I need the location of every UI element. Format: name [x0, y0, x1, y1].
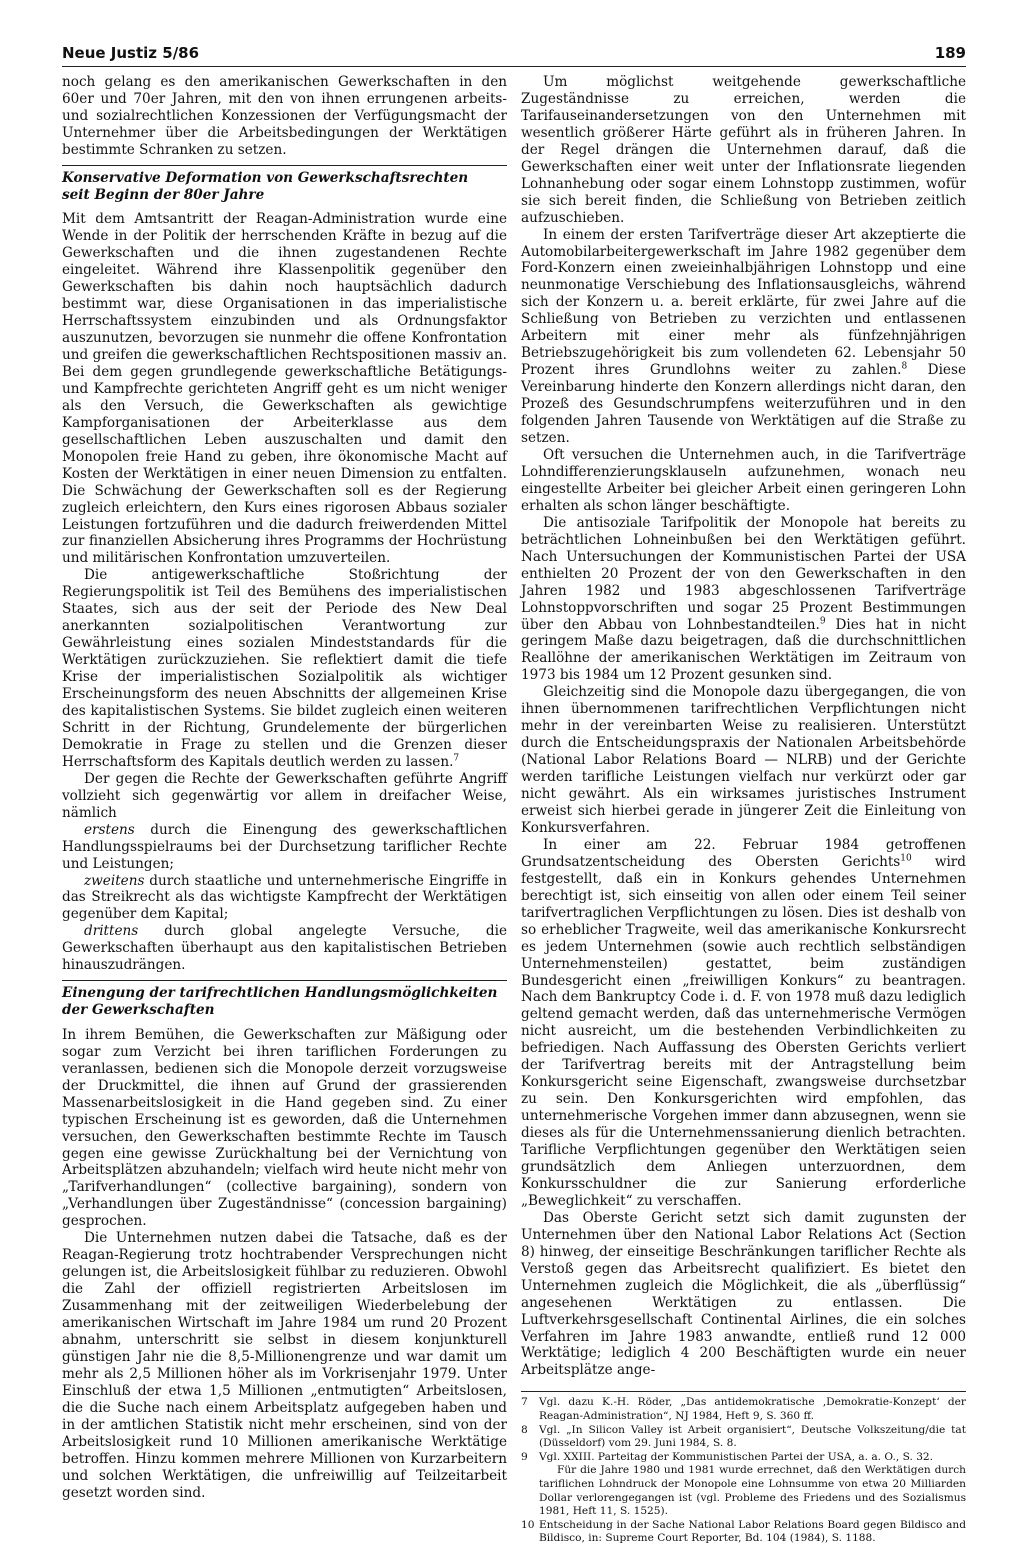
section-heading-line: der Gewerkschaften: [62, 1002, 215, 1019]
enumeration-word: zweitens: [84, 872, 145, 889]
section-heading: [62, 170, 507, 204]
paragraph: Oft versuchen die Unternehmen auch, in die Tarifverträge Lohndifferenzierungsklauseln aufzunehmen, wonach neu eingestellte Arbeiter bei gleicher Arbeit einen geringeren Lohn erhalten als schon länger beschäftigte.: [521, 446, 966, 514]
paragraph-text: In einem der ersten Tarifverträge dieser Art akzeptierte die Automobilarbeitergewerkschaft im Jahre 1982 gegenüber dem Ford-Konzern einen zweieinhalbjährigen Lohnstopp und eine neunmonatige Verschiebung des Inflationsausgleichs, während sich der Konzern u. a. bereit erklärte, für zwei Jahre auf die Schließung von Betrieben zu verzichten und entlassenen Arbeitern mit einer mehr als fünfzehnjährigen Betriebszugehörigkeit bis zum vollendeten 62. Lebensjahr 50 Prozent ihres Grundlohns weiter zu zahlen.: [521, 226, 966, 379]
footnote-number: 8: [521, 1423, 528, 1436]
paragraph: [521, 837, 966, 1210]
left-column: [62, 74, 507, 1502]
footnote-text: Vgl. dazu K.-H. Röder, „Das antidemokratische ‚Demokratie-Konzept‘ der Reagan-Administration“, NJ 1984, Heft 9, S. 360 ff.: [539, 1396, 966, 1422]
right-column: [521, 74, 966, 1546]
enumeration-word: erstens: [84, 821, 135, 838]
paragraph: In ihrem Bemühen, die Gewerkschaften zur Mäßigung oder sogar zum Verzicht bei ihren tariflichen Forderungen zu veranlassen, bedienen sich die Monopole derzeit vorzugsweise der Druckmittel, die ihnen auf Grund der grassierenden Massenarbeitslosigkeit in die Hand gegeben sind. Zu einer typischen Erscheinung ist es geworden, daß die Unternehmen versuchen, den Gewerkschaften bestimmte Rechte im Tausch gegen eine gewisse Zurückhaltung bei der Vernichtung von Arbeitsplätzen abzuhandeln; vielfach wird heute nicht mehr von „Tarifverhandlungen“ (collective bargaining), sondern von „Verhandlungen über Zugeständnisse“ (concession bargaining) gesprochen.: [62, 1026, 507, 1230]
journal-title: Neue Justiz 5/86: [62, 44, 200, 62]
paragraph: noch gelang es den amerikanischen Gewerkschaften in den 60er und 70er Jahren, mit den von ihnen errungenen arbeits- und sozialrechtlichen Konzessionen der Verfügungsmacht der Unternehmer über die Arbeitsbedingungen der Werktätigen bestimmte Schranken zu setzen.: [62, 74, 507, 158]
paragraph: [521, 515, 966, 685]
paragraph-text: Die antisoziale Tarifpolitik der Monopole hat bereits zu beträchtlichen Lohneinbußen bei den Werktätigen geführt. Nach Untersuchungen der Kommunistischen Partei der USA enthielten 20 Prozent der von den Gewerkschaften in den Jahren 1982 und 1983 abgeschlossenen Tarifverträge Lohnstoppvorschriften und sogar 25 Prozent Bestimmungen über den Abbau von Lohnbestandteilen.: [521, 514, 966, 633]
footnote-text: Vgl. „In Silicon Valley ist Arbeit organisiert“, Deutsche Volkszeitung/die tat (Düsseldorf) vom 29. Juni 1984, S. 8.: [539, 1423, 966, 1450]
paragraph-text: Dies hat in nicht geringem Maße dazu beigetragen, daß die durchschnittlichen Reallöhne der amerikanischen Werktätigen im Zeitraum von 1973 bis 1984 um 12 Prozent gesunken sind.: [521, 616, 966, 684]
section-heading-line: Konservative Deformation von Gewerkschaftsrechten: [62, 169, 469, 186]
paragraph: Um möglichst weitgehende gewerkschaftliche Zugeständnisse zu erreichen, werden die Tarifauseinandersetzungen von den Unternehmen mit wesentlich größerer Härte geführt als in früheren Jahren. In der Regel drängen die Unternehmen darauf, daß die Gewerkschaften einer weit unter der Inflationsrate liegenden Lohnanhebung oder sogar einem Lohnstopp zustimmen, wofür sie sich bereit finden, die Schließung von Betrieben zeitlich aufzuschieben.: [521, 74, 966, 226]
footnote: [521, 1451, 966, 1465]
section-divider: [62, 980, 507, 981]
footnote: [521, 1424, 966, 1451]
page-header: [62, 44, 966, 67]
paragraph-text: In einer am 22. Februar 1984 getroffenen Grundsatzentscheidung des Obersten Gerichts: [521, 836, 966, 870]
footnote-text: Vgl. XXIII. Parteitag der Kommunistischen Partei der USA, a. a. O., S. 32.: [539, 1450, 934, 1463]
paragraph-text: Die antigewerkschaftliche Stoßrichtung der Regierungspolitik ist Teil des Bemühens des imperialistischen Staates, sich aus der seit der Periode des New Deal anerkannten sozialpolitischen Verantwortung zur Gewährleistung eines sozialen Mindeststandards für die Werktätigen zurückzuziehen. Sie reflektiert damit die tiefe Krise der imperialistischen Sozialpolitik als wichtiger Erscheinungsform des neuen Abschnitts der allgemeinen Krise des kapitalistischen Systems. Sie bildet zugleich einen weiteren Schritt in der Richtung, Grundelemente der bürgerlichen Demokratie in Frage zu stellen und die Grenzen dieser Herrschaftsform des Kapitals deutlich werden zu lassen.: [62, 567, 507, 770]
footnote: [521, 1396, 966, 1423]
paragraph: Der gegen die Rechte der Gewerkschaften geführte Angriff vollzieht sich gegenwärtig vor allem in dreifacher Weise, nämlich: [62, 770, 507, 821]
paragraph: Das Oberste Gericht setzt sich damit zugunsten der Unternehmen über den National Labor Relations Act (Section 8) hinweg, der einseitige Beschränkungen tariflicher Rechte als Verstoß gegen das Arbeitsrecht qualifiziert. Es bietet den Unternehmen zugleich die Möglichkeit, die als „überflüssig“ angesehenen Werktätigen zu entlassen. Die Luftverkehrsgesellschaft Continental Airlines, die ein solches Verfahren im Jahre 1983 anwandte, entließ rund 12 000 Werktätige; lediglich 4 200 Beschäftigten wurde ein neuer Arbeitsplätze ange-: [521, 1209, 966, 1379]
paragraph: [62, 567, 507, 770]
footnote: [521, 1519, 966, 1546]
footnote-ref: 7: [453, 753, 460, 764]
footnotes: [521, 1391, 966, 1546]
enumeration-item: [62, 923, 507, 974]
enumeration-text: durch global angelegte Versuche, die Gewerkschaften überhaupt aus den kapitalistischen Betrieben hinauszudrängen.: [62, 923, 507, 974]
paragraph: [521, 227, 966, 447]
footnote-ref: 9: [819, 615, 826, 626]
paragraph-text: wird festgestellt, daß ein in Konkurs gehendes Unternehmen berechtigt ist, sich einseitig von allen oder einem Teil seiner tarifvertraglichen Verpflichtungen zu lösen. Dies ist deshalb von so erheblicher Tragweite, weil das amerikanische Konkursrecht es jedem Unternehmen (sowie auch rechtlich selbständigen Unternehmensteilen) gestattet, beim zuständigen Bundesgericht einen „freiwilligen Konkurs“ zu beantragen. Nach dem Bankruptcy Code i. d. F. von 1978 muß dazu lediglich geltend gemacht werden, daß das unternehmerische Vermögen nicht ausreicht, um die bestehenden Verbindlichkeiten zu befriedigen. Nach Auffassung des Obersten Gerichts verliert der Tarifvertrag bereits mit der Antragstellung beim Konkursgericht seine Eigenschaft, zwangsweise durchsetzbar zu sein. Den Konkursgerichten wird empfohlen, das unternehmerische Vorgehen immer dann abzusegnen, wenn sie dieses als für die Unternehmenssanierung dienlich betrachten. Tarifliche Verpflichtungen gegenüber den Werktätigen seien grundsätzlich dem Anliegen unterzuordnen, dem Konkursschuldner die zur Sanierung erforderliche „Beweglichkeit“ zu verschaffen.: [521, 853, 966, 1209]
paragraph: Die Unternehmen nutzen dabei die Tatsache, daß es der Reagan-Regierung trotz hochtrabender Versprechungen nicht gelungen ist, die Arbeitslosigkeit fühlbar zu reduzieren. Obwohl die Zahl der offiziell registrierten Arbeitslosen im Zusammenhang mit der zeitweiligen Wiederbelebung der amerikanischen Wirtschaft im Jahre 1984 um rund 20 Prozent abnahm, unterschritt sie selbst in diesem konjunkturell günstigen Jahr nie die 8,5-Millionengrenze und war damit um mehr als 2,5 Millionen höher als im Vorkrisenjahr 1979. Unter Einschluß der etwa 1,5 Millionen „entmutigten“ Arbeitslosen, die die Suche nach einem Arbeitsplatz aufgegeben haben und in der amtlichen Statistik nicht mehr erscheinen, sind von der Arbeitslosigkeit rund 10 Millionen amerikanische Werktätige betroffen. Hinzu kommen mehrere Millionen von Kurzarbeitern und solchen Werktätigen, die unfreiwillig auf Teilzeitarbeit gesetzt worden sind.: [62, 1230, 507, 1501]
footnote-ref: 10: [900, 853, 912, 864]
footnote-number: 10: [521, 1518, 535, 1531]
footnote-continuation: Für die Jahre 1980 und 1981 wurde errechnet, daß den Werktätigen durch tariflichen Lohndruck der Monopole eine Lohnsumme von etwa 20 Milliarden Dollar verlorengegangen ist (vgl. Probleme des Friedens und des Sozialismus 1981, Heft 11, S. 1525).: [539, 1464, 966, 1518]
paragraph: Mit dem Amtsantritt der Reagan-Administration wurde eine Wende in der Politik der herrschenden Kräfte in bezug auf die Gewerkschaften und die ihnen zugestandenen Rechte eingeleitet. Während ihre Klassenpolitik gegenüber den Gewerkschaften bis dahin noch hauptsächlich dadurch bestimmt war, diese Organisationen in das imperialistische Herrschaftssystem einzubinden und als Ordnungsfaktor auszunutzen, bevorzugen sie nunmehr die offene Konfrontation und greifen die gewerkschaftlichen Rechtspositionen massiv an. Bei dem gegen grundlegende gewerkschaftliche Betätigungs- und Kampfrechte gerichteten Angriff geht es um nicht weniger als den Versuch, die Gewerkschaften als gewichtige Kampforganisationen der Arbeiterklasse aus dem gesellschaftlichen Leben auszuschalten und damit den Monopolen freie Hand zu geben, ihre ökonomische Macht auf Kosten der Werktätigen in einer neuen Dimension zu entfalten. Die Schwächung der Gewerkschaften soll es der Regierung zugleich erleichtern, den Kurs eines rigorosen Abbaus sozialer Leistungen fortzuführen und die dadurch freiwerdenden Mittel zur finanziellen Absicherung ihres Programms der Hochrüstung und militärischen Konfrontation umzuverteilen.: [62, 211, 507, 567]
enumeration-word: drittens: [84, 923, 139, 940]
footnote-text: Entscheidung in der Sache National Labor Relations Board gegen Bildisco and Bildisco, in: Supreme Court Reporter, Bd. 104 (1984), S. 1188.: [539, 1518, 966, 1545]
footnote-ref: 8: [901, 361, 908, 372]
paragraph-text: Diese Vereinbarung hinderte den Konzern allerdings nicht daran, den Prozeß des Gesundschrumpfens weiterzuführen und in den folgenden Jahren Tausende von Werktätigen auf die Straße zu setzen.: [521, 362, 966, 447]
page-number: 189: [934, 44, 966, 62]
paragraph: Gleichzeitig sind die Monopole dazu übergegangen, die von ihnen übernommenen tarifrechtlichen Verpflichtungen nicht mehr in der vereinbarten Weise zu realisieren. Unterstützt durch die Entscheidungspraxis der Nationalen Arbeitsbehörde (National Labor Relations Board — NLRB) und der Gerichte werden tarifliche Leistungen vielfach nur verkürzt oder gar nicht gewährt. Als ein wirksames juristisches Instrument erweist sich hierbei gerade in jüngerer Zeit die Einleitung von Konkursverfahren.: [521, 684, 966, 836]
section-heading-line: Einengung der tarifrechtlichen Handlungsmöglichkeiten: [62, 985, 498, 1002]
section-heading-line: seit Beginn der 80er Jahre: [62, 186, 265, 203]
enumeration-text: durch staatliche und unternehmerische Eingriffe in das Streikrecht als das wichtigste Kampfrecht der Werktätigen gegenüber dem Kapital;: [62, 872, 507, 923]
enumeration-text: durch die Einengung des gewerkschaftlichen Handlungsspielraums bei der Durchsetzung tariflicher Rechte und Leistungen;: [62, 821, 507, 872]
section-divider: [62, 165, 507, 166]
footnote-number: 9: [521, 1450, 528, 1463]
footnote-number: 7: [521, 1396, 528, 1409]
section-heading: [62, 985, 507, 1019]
enumeration-item: [62, 822, 507, 873]
enumeration-item: [62, 873, 507, 924]
